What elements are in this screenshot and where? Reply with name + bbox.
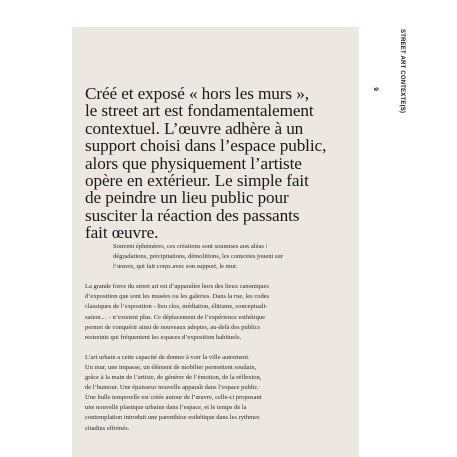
lead-line: susciter la réaction des passants [85,205,300,225]
body-paragraph-3 [85,353,353,434]
body-line: contemplation introduit une parenthèse esthétique dans les rythmes [85,414,260,422]
lead-line: support choisi dans l’espace public, [85,136,327,156]
body-line: d’exposition que sont les musées ou les galeries. Dans la rue, les codes [85,293,270,301]
lead-line: de peindre un lieu public pour [85,188,289,208]
body-text [85,242,353,444]
body-line: une nouvelle plastique urbaine dans l’espace, et le temps de la [85,404,247,412]
body-line: Un mur, une impasse, un élément de mobilier permettent soudain, [85,363,257,371]
lead-line: le street art est fondamentalement [85,101,314,121]
body-line: L’art urbain a cette capacité de donner à voir la ville autrement. [85,353,250,361]
body-line: La grande force du street art est d’apparaître hors des lieux canoniques [85,283,269,291]
body-line: permet de conquérir ainsi de nouveaux adeptes, au-delà des publics [85,323,261,331]
lead-paragraph [85,85,365,242]
body-paragraph-2 [85,282,353,343]
body-line: sation… - n’existent plus. Ce déplacement de l’expérience esthétique [85,313,265,321]
lead-line: opère en extérieur. Le simple fait [85,171,309,191]
body-line: classiques de l’exposition - lieu clos, médiation, élitisme, conceptuali- [85,303,268,311]
body-line: dégradations, précipitations, démolitions, les contextes jouent sur [113,253,283,261]
body-line: l’œuvre, qui fait corps avec son support, le mur. [113,263,238,271]
body-line: citadins effrénés. [85,424,130,432]
page-number: 9 [372,87,380,91]
lead-line: fait œuvre. [85,223,159,243]
body-paragraph-1 [85,242,353,272]
body-line: grâce à la main de l’artiste, de générer de l’émotion, de la réflexion, [85,374,262,382]
running-head: STREET ART CONTEXTE(S) [399,29,405,114]
body-line: de l’humour. Une épaisseur nouvelle apparaît dans l’espace public. [85,384,259,392]
lead-line: alors que physiquement l’artiste [85,153,302,173]
lead-line: Créé et exposé « hors les murs », [85,84,309,103]
body-line: Souvent éphémères, ces créations sont soumises aux aléas : [113,243,268,250]
lead-line: contextuel. L’œuvre adhère à un [85,118,304,138]
body-line: Une bulle temporelle est créée autour de l’œuvre, celle-ci proposant [85,394,262,402]
body-line: restreints qui fréquentent les espaces d’exposition habituels. [85,333,242,341]
